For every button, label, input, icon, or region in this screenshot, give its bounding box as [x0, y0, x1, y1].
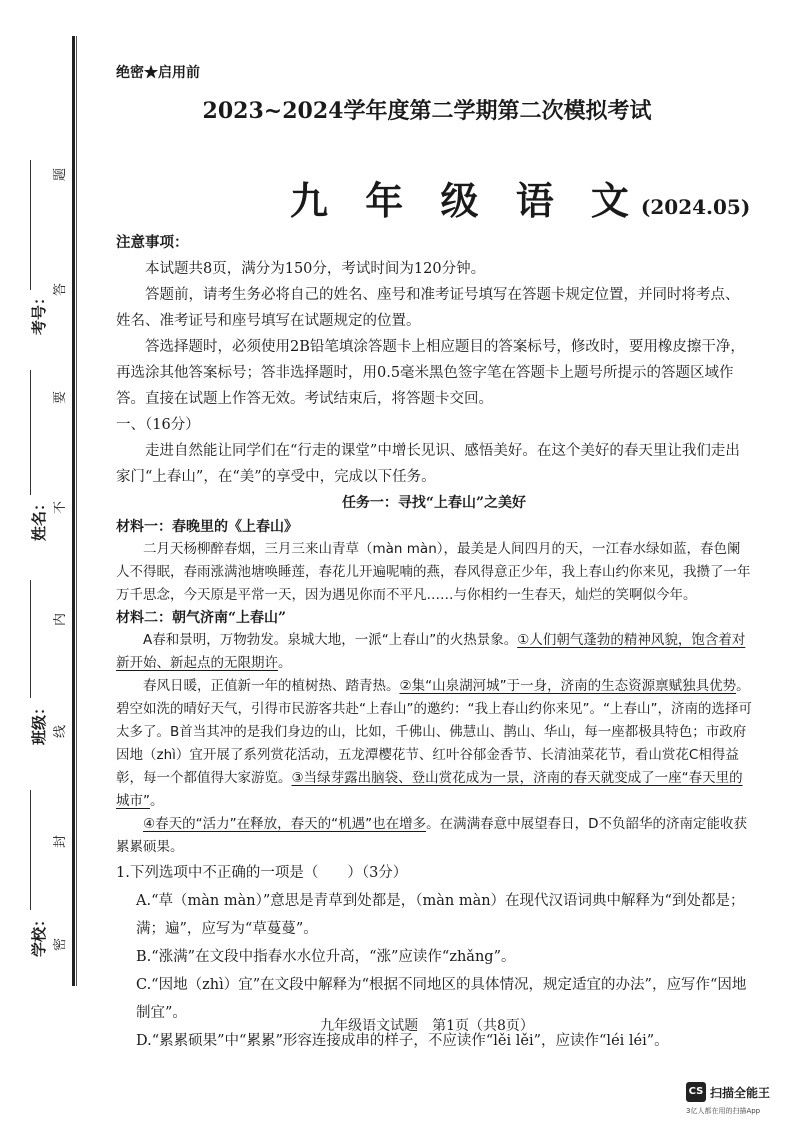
material1-title: 材料一：春晚里的《上春山》 — [116, 519, 298, 535]
side-label-kaohao: 考号： — [30, 289, 49, 336]
material2-paragraph: 春风日暖，正值新一年的植树热、踏青热。②集“山泉湖河城”于一身，济南的生态资源禀赋独具优势。碧空如洗的晴好天气，引得市民游客共赴“上春山”的邀约：“我上春山约你来见”。“上春山”，济南的选择可太多了。B首当其冲的是我们身边的山，比如，千佛山、佛慧山、鹊山、华山，每一座都极具特色；市政府因地（zhì）宜开展了系列赏花活动，五龙潭樱花节、红叶谷郁金香节、长清油菜花节，看山赏花C相得益彰，每一个都值得大家游览。③当绿芽露出脑袋、登山赏花成为一景，济南的春天就变成了一座“春天里的城市”。 — [116, 678, 752, 809]
side-label-xingming: 姓名： — [30, 495, 49, 542]
kaohao-blank[interactable] — [30, 160, 31, 290]
material2-title: 材料二：朝气济南“上春山” — [116, 610, 287, 626]
banji-blank[interactable] — [30, 580, 31, 698]
material1-text: 二月天杨柳醉春烟，三月三来山青草（màn màn），最美是人间四月的天，一江春水绿如蓝，春色阑人不得眠，春雨涨满池塘唤睡莲，春花儿开遍呢喃的燕，春风得意正少年，我上春山约你来见，我攒了一年万千思念，今天原是平常一天，因为遇见你而不平凡……与你相约一生春天，灿烂的笑啊似今年。 — [116, 541, 751, 603]
xingming-blank[interactable] — [30, 370, 31, 495]
seal-word: 要 — [53, 390, 69, 405]
seal-word: 封 — [53, 834, 69, 849]
question-option-c: C.“因地（zhì）宜”在文段中解释为“根据不同地区的具体情况，规定适宜的办法”，应写作“因地制宜”。 — [136, 977, 747, 1021]
xuexiao-blank[interactable] — [30, 790, 31, 910]
subject-date: (2024.05) — [640, 195, 751, 219]
side-label-banji: 班级： — [30, 699, 49, 746]
binding-line-inner — [76, 36, 77, 986]
question-option-b: B.“涨满”在文段中指春水水位升高，“涨”应读作“zhǎng”。 — [136, 949, 516, 965]
page-footer: 九年级语文试题 第1页（共8页） — [320, 1018, 534, 1034]
note-item: 答选择题时，必须使用2B铅笔填涂答题卡上相应题目的答案标号，修改时，要用橡皮擦干净，再选涂其他答案标号；答非选择题时，用0.5毫米黑色签字笔在答题卡上题号所提示的答题区域作答。直接在试题上作答无效。考试结束后，将答题卡交回。 — [116, 339, 745, 407]
subject-title — [290, 170, 750, 225]
underlined-sentence-2: ②集“山泉湖河城”于一身，济南的生态资源禀赋独具优势 — [399, 678, 737, 694]
side-label-xuexiao: 学校： — [30, 911, 49, 958]
seal-word: 题 — [53, 167, 69, 182]
badge-subtitle: 3亿人都在用的扫描App — [686, 1107, 761, 1115]
exam-title: 2023~2024学年度第二学期第二次模拟考试 — [202, 98, 652, 124]
note-item: 答题前，请考生务必将自己的姓名、座号和准考证号填写在答题卡规定位置，并同时将考点、姓名、准考证号和座号填写在试题规定的位置。 — [116, 287, 740, 329]
subject-name: 九 年 级 语 文 — [290, 178, 641, 223]
underlined-sentence-3: ③当绿芽露出脑袋、登山赏花成为一景，济南的春天就变成了一座“春天里的城市” — [116, 770, 743, 809]
badge-name: 扫描全能王 — [710, 1086, 771, 1100]
seal-word: 内 — [53, 612, 69, 627]
material2-paragraph: ④春天的“活力”在释放，春天的“机遇”也在增多。在满满春意中展望春日，D不负韶华的济南定能收获累累硕果。 — [116, 816, 747, 855]
underlined-sentence-1: ①人们朝气蓬勃的精神风貌，饱含着对新开始、新起点的无限期许 — [116, 632, 746, 671]
secret-label: 绝密★启用前 — [116, 65, 200, 81]
seal-word: 密 — [53, 937, 69, 952]
question-option-d: D.“累累硕果”中“累累”形容连接成串的样子，不应读作“lěi lěi”，应读作“léi léi”。 — [136, 1033, 669, 1049]
note-item: 本试题共8页，满分为150分，考试时间为120分钟。 — [145, 261, 486, 277]
binding-line — [72, 36, 75, 986]
seal-word: 答 — [53, 282, 69, 297]
underlined-sentence-4: ④春天的“活力”在释放，春天的“机遇”也在增多 — [143, 816, 427, 832]
question-1: 1.下列选项中不正确的一项是（ ）（3分） — [116, 865, 408, 881]
scanner-badge — [686, 1082, 794, 1118]
task-heading: 任务一：寻找“上春山”之美好 — [341, 495, 527, 511]
question-option-a: A.“草（màn màn）”意思是青草到处都是，（màn màn）在现代汉语词典中解释为“到处都是；满；遍”，应写为“草蔓蔓”。 — [136, 893, 745, 937]
notes-heading: 注意事项： — [116, 234, 189, 251]
seal-word: 不 — [53, 500, 69, 515]
material2-paragraph: A春和景明，万物勃发。泉城大地，一派“上春山”的火热景象。①人们朝气蓬勃的精神风貌，饱含着对新开始、新起点的无限期许。 — [116, 632, 746, 671]
seal-word: 线 — [53, 724, 69, 739]
section-heading: 一、（16分） — [116, 417, 200, 433]
camscanner-logo-icon: CS — [686, 1082, 706, 1102]
section-intro: 走进自然能让同学们在“行走的课堂”中增长见识、感悟美好。在这个美好的春天里让我们走出家门“上春山”，在“美”的享受中，完成以下任务。 — [116, 443, 740, 485]
exam-content — [116, 230, 752, 1055]
